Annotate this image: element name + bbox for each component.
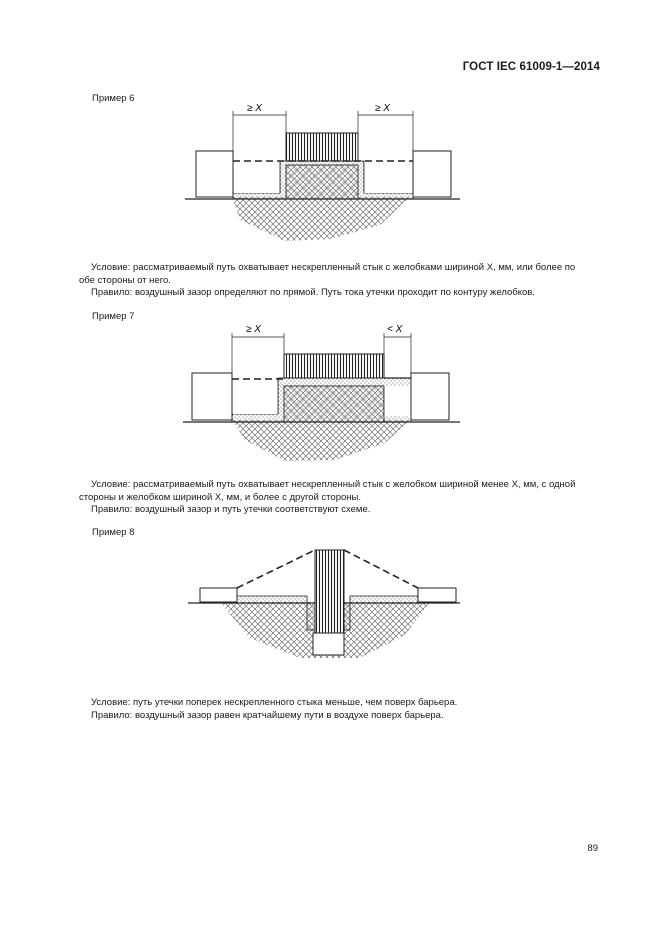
right-groove [384,386,410,416]
example-8-figure [0,540,661,680]
page-number: 89 [587,843,598,854]
left-groove [234,161,280,193]
left-block [192,373,232,420]
substrate-hatch [232,420,410,461]
example-6-text [79,262,591,300]
striped-conductor [286,133,358,161]
right-block [411,373,449,420]
example-7-text [79,479,591,517]
central-body [286,165,358,199]
example-7-figure [0,318,661,468]
example-8-rule: Правило: воздушный зазор равен кратчайшему пути в воздухе поверх барьера. [91,709,444,721]
air-path-left [237,550,315,588]
right-block [413,151,451,197]
striped-conductor [284,354,384,378]
central-body [284,386,384,422]
left-groove [233,379,278,414]
right-block [418,588,456,602]
right-groove [364,161,412,193]
barrier [315,550,344,633]
left-block [196,151,233,197]
substrate-hatch [232,197,410,241]
left-block [200,588,237,602]
example-7-rule: Правило: воздушный зазор и путь утечки соответствуют схеме. [91,504,371,516]
example-8-text [79,697,591,722]
dim-left-label: ≥ X [247,103,262,114]
example-6-label: Пример 6 [92,93,135,104]
example-6-rule: Правило: воздушный зазор определяют по прямой. Путь тока утечки проходит по контуру желобков. [91,287,535,299]
example-7-label: Пример 7 [92,311,135,322]
dim-left-label: ≥ X [246,324,261,335]
example-6-figure [0,95,661,255]
example-6-condition: Условие: рассматриваемый путь охватывает нескрепленный стык с желобками шириной X, мм, или более по обе стороны от него. [79,262,576,286]
dim-right-label: < X [387,324,403,335]
example-8-label: Пример 8 [92,527,135,538]
example-8-condition: Условие: путь утечки поперек нескрепленного стыка меньше, чем поверх барьера. [91,697,458,708]
document-header: ГОСТ IEC 61009-1—2014 [462,61,600,73]
barrier-base [313,633,344,655]
example-7-condition: Условие: рассматриваемый путь охватывает нескрепленный стык с желобком шириной менее X, мм, с одной стороны и желобком шириной X, мм, и более с другой стороны. [79,479,576,503]
air-path-right [344,550,418,588]
dim-right-label: ≥ X [375,103,390,114]
